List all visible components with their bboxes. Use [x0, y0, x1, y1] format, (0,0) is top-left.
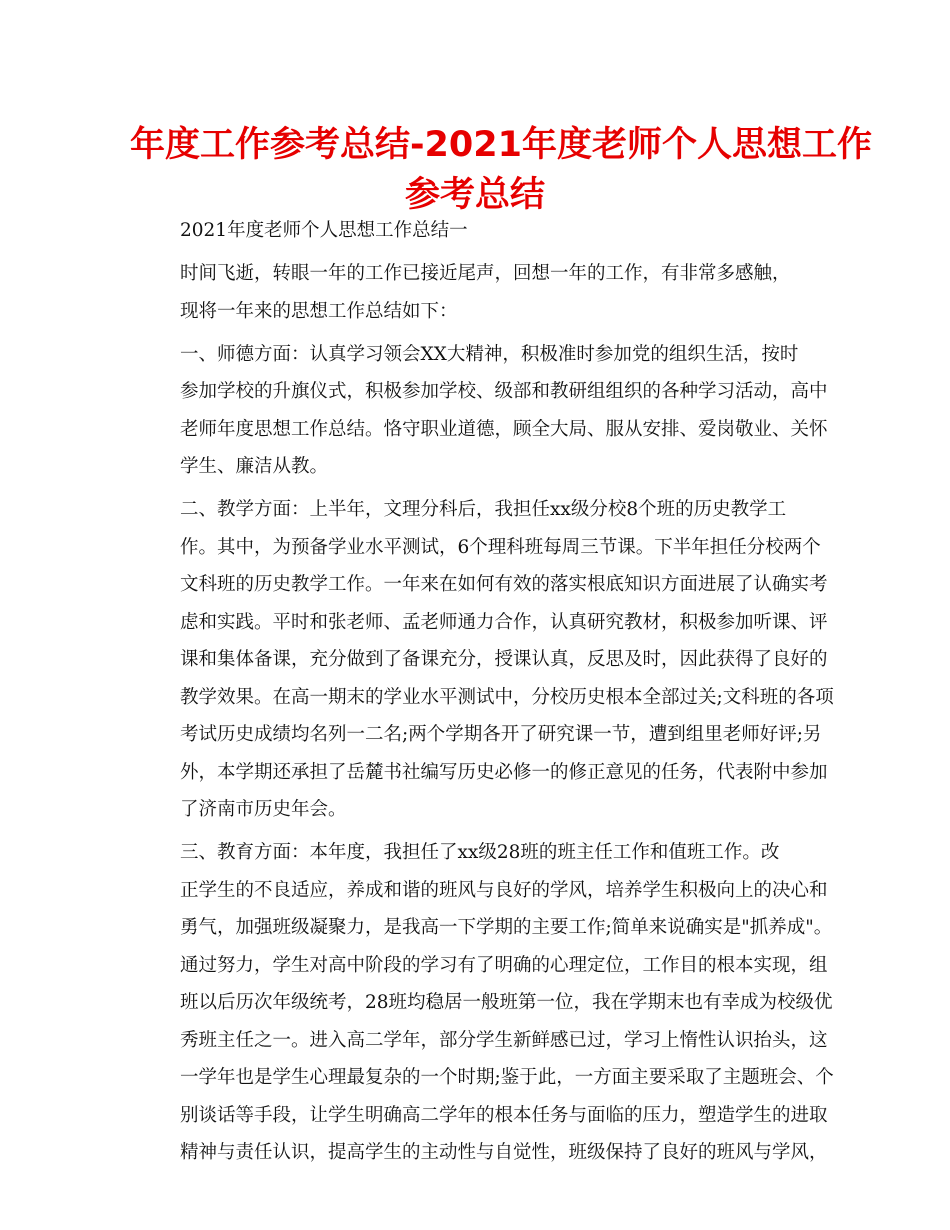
text-line: 时间飞逝，转眼一年的工作已接近尾声，回想一年的工作，有非常多感触，: [180, 263, 791, 284]
document-body: [143, 212, 834, 1172]
text-line: 虑和实践。平时和张老师、孟老师通力合作，认真研究教材，积极参加听课、评: [180, 611, 828, 633]
text-line: 通过努力，学生对高中阶段的学习有了明确的心理定位，工作目的根本实现，组: [180, 954, 828, 976]
document-title: [130, 120, 872, 220]
paragraph-ethics: [143, 336, 828, 486]
text-line: 2021年度老师个人思想工作总结一: [180, 220, 468, 241]
text-line: 勇气，加强班级凝聚力，是我高一下学期的主要工作;简单来说确实是"抓养成"。: [180, 917, 833, 938]
text-line: 老师年度思想工作总结。恪守职业道德，顾全大局、服从安排、爱岗敬业、关怀: [180, 418, 828, 440]
text-line: 正学生的不良适应，养成和谐的班风与良好的学风，培养学生积极向上的决心和: [180, 879, 828, 901]
title-line: 参考总结: [404, 175, 545, 215]
text-line: 参加学校的升旗仪式，积极参加学校、级部和教研组组织的各种学习活动，高中: [180, 381, 828, 402]
text-line: 别谈话等手段，让学生明确高二学年的根本任务与面临的压力，塑造学生的进取: [180, 1104, 828, 1126]
paragraph-intro: [143, 255, 808, 330]
text-line: 一学年也是学生心理最复杂的一个时期;鉴于此，一方面主要采取了主题班会、个: [180, 1067, 834, 1088]
paragraph-education: [143, 834, 834, 1172]
text-line: 了济南市历史年会。: [180, 799, 347, 820]
section-heading: [143, 212, 808, 250]
text-line: 二、教学方面：上半年，文理分科后，我担任xx级分校8个班的历史教学工: [180, 499, 787, 520]
text-line: 考试历史成绩均名列一二名;两个学期各开了研究课一节，遭到组里老师好评;另: [180, 724, 822, 745]
text-line: 一、师德方面：认真学习领会XX大精神，积极准时参加党的组织生活，按时: [180, 343, 799, 365]
text-line: 外，本学期还承担了岳麓书社编写历史必修一的修正意见的任务，代表附中参加: [180, 761, 828, 783]
title-line: 年度工作参考总结-2021年度老师个人思想工作: [130, 125, 872, 165]
text-line: 课和集体备课，充分做到了备课充分，授课认真，反思及时，因此获得了良好的: [180, 649, 828, 670]
text-line: 作。其中，为预备学业水平测试，6个理科班每周三节课。下半年担任分校两个: [180, 536, 821, 558]
paragraph-teaching: [143, 491, 834, 829]
text-line: 三、教育方面：本年度，我担任了xx级28班的班主任工作和值班工作。改: [180, 842, 780, 863]
text-line: 现将一年来的思想工作总结如下：: [180, 300, 458, 322]
text-line: 教学效果。在高一期末的学业水平测试中，分校历史根本全部过关;文科班的各项: [180, 686, 834, 708]
text-line: 班以后历次年级统考，28班均稳居一般班第一位，我在学期末也有幸成为校级优: [180, 992, 833, 1013]
text-line: 秀班主任之一。进入高二学年，部分学生新鲜感已过，学习上惰性认识抬头，这: [180, 1029, 828, 1051]
text-line: 文科班的历史教学工作。一年来在如何有效的落实根底知识方面进展了认确实考: [180, 574, 828, 595]
text-line: 学生、廉洁从教。: [180, 456, 329, 477]
text-line: 精神与责任认识，提高学生的主动性与自觉性，班级保持了良好的班风与学风，: [180, 1142, 828, 1163]
